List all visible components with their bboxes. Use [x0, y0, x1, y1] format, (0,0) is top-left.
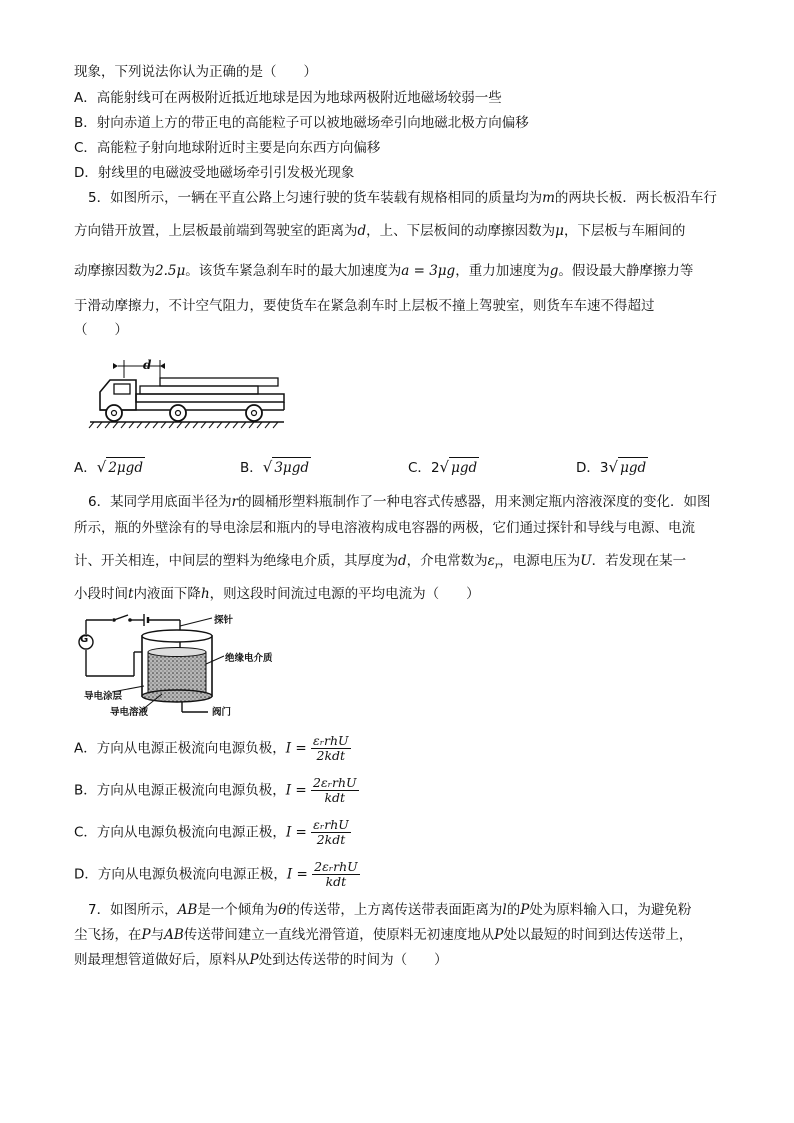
coating-label: 导电涂层: [84, 691, 123, 702]
q6-line-4: 小段时间t内液面下降h，则这段时间流过电源的平均电流为（ ）: [74, 586, 480, 602]
q5-line-4: 于滑动摩擦力，不计空气阻力，要使货车在紧急刹车时上层板不撞上驾驶室，则货车车速不得超过: [74, 298, 655, 314]
q7-line-1: 7．如图所示，AB是一个倾角为θ的传送带，上方离传送带表面距离为l的P处为原料输入口，为避免粉: [88, 902, 692, 918]
q4-option-d: D．射线里的电磁波受地磁场牵引引发极光现象: [74, 165, 355, 181]
q5-option-d: D．3√ μgd: [576, 458, 647, 476]
q6-option-b: B．方向从电源正极流向电源负极，I = $\frac{\text{2εᵣrhU}}{\text{kdt}}$: [74, 775, 357, 805]
probe-label: 探针: [214, 615, 234, 626]
q6-line-3: 计、开关相连，中间层的塑料为绝缘电介质，其厚度为d，介电常数为$\varepsilon_r$，电源电压为U．若发现在某一: [74, 553, 687, 572]
q6-line-2: 所示，瓶的外壁涂有的导电涂层和瓶内的导电溶液构成电容器的两极，它们通过探针和导线与电源、电流: [74, 520, 695, 536]
q6-option-c: C．方向从电源负极流向电源正极，I = $\frac{\text{εᵣrhU}}{\text{2kdt}}$: [74, 817, 349, 847]
truck-figure: [88, 356, 288, 434]
q4-option-c: C．高能粒子射向地球附近时主要是向东西方向偏移: [74, 140, 381, 156]
q7-line-3: 则最理想管道做好后，原料从P处到达传送带的时间为（ ）: [74, 952, 448, 968]
dielectric-label: 绝缘电介质: [225, 653, 273, 664]
solution-label: 导电溶液: [110, 707, 149, 718]
q6-option-a: A．方向从电源正极流向电源负极，I = $\frac{\text{εᵣrhU}}{\text{2kdt}}$: [74, 733, 349, 763]
galvanometer-label: G: [80, 634, 89, 645]
q4-option-a: A．高能射线可在两极附近抵近地球是因为地球两极附近地磁场较弱一些: [74, 90, 502, 106]
capacitor-figure: [72, 612, 282, 722]
q6-line-1: 6．某同学用底面半径为r的圆桶形塑料瓶制作了一种电容式传感器，用来测定瓶内溶液深度的变化．如图: [88, 494, 711, 510]
q7-line-2: 尘飞扬，在P与AB传送带间建立一直线光滑管道，使原料无初速度地从P处以最短的时间到达传送带上，: [74, 927, 693, 943]
truck-d-label: d: [143, 358, 152, 372]
q5-line-1: 5．如图所示，一辆在平直公路上匀速行驶的货车装载有规格相同的质量均为m的两块长板．两长板沿车行: [88, 190, 717, 206]
q6-option-d: D．方向从电源负极流向电源正极，I = $\frac{\text{2εᵣrhU}}{\text{kdt}}$: [74, 859, 358, 889]
q5-line-3: 动摩擦因数为2.5μ。该货车紧急刹车时的最大加速度为a = 3μg，重力加速度为g。假设最大静摩擦力等: [74, 263, 694, 279]
q5-option-a: A．√ 2μgd: [74, 458, 143, 476]
q4-stem-end: 现象，下列说法你认为正确的是（ ）: [74, 64, 317, 80]
q5-option-b: B．√ 3μgd: [240, 458, 309, 476]
valve-label: 阀门: [212, 707, 232, 718]
q5-line-2: 方向错开放置，上层板最前端到驾驶室的距离为d，上、下层板间的动摩擦因数为μ，下层板与车厢间的: [74, 223, 686, 239]
q4-option-b: B．射向赤道上方的带正电的高能粒子可以被地磁场牵引向地磁北极方向偏移: [74, 115, 529, 131]
q5-line-5: （ ）: [74, 322, 128, 338]
q5-option-c: C．2√ μgd: [408, 458, 478, 476]
